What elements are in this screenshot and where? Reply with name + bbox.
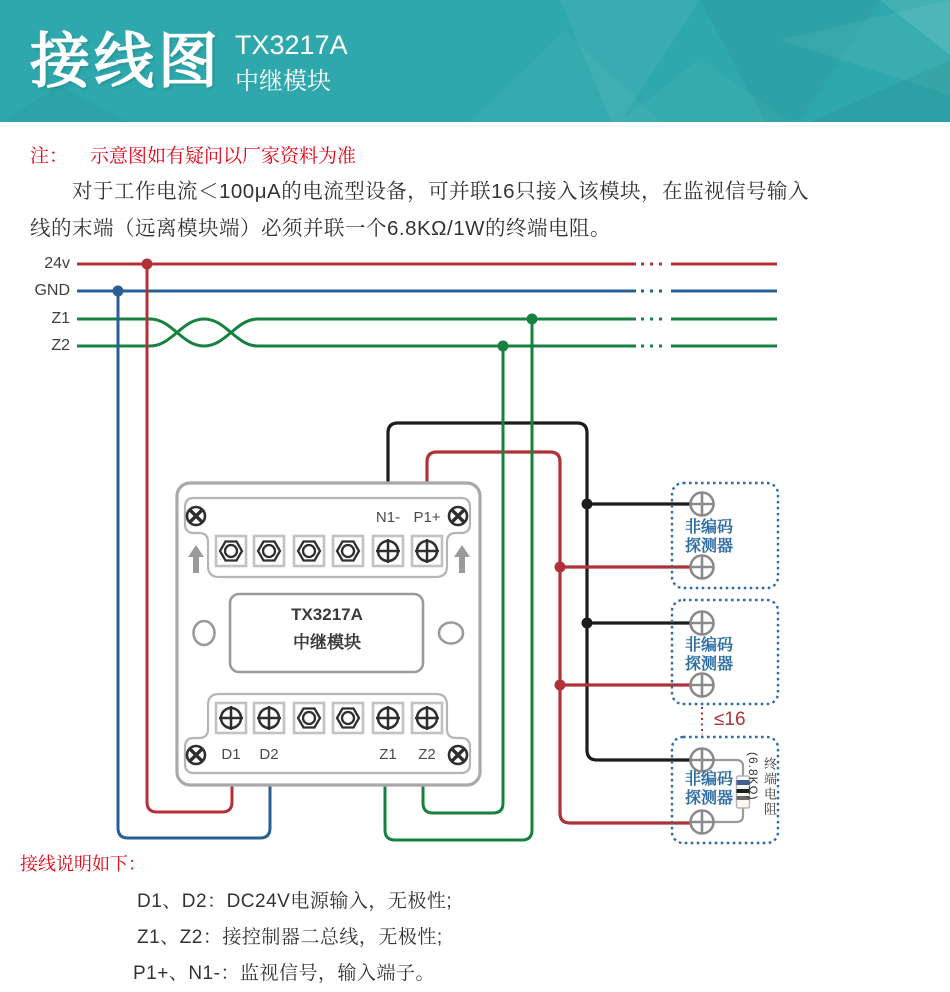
note-label: 注： (30, 146, 69, 167)
detector-count-note: ≤16 (714, 709, 746, 730)
note-text: 示意图如有疑问以厂家资料为准 (90, 146, 357, 167)
terminal-label-z2: Z2 (418, 746, 436, 763)
module-name-line2: 中继模块 (293, 633, 361, 652)
bus-label-z2: Z2 (51, 337, 70, 354)
legend-title: 接线说明如下： (20, 854, 146, 874)
detector3-label: 非编码 探测器 (684, 771, 733, 807)
bus-label-gnd: GND (34, 282, 70, 299)
junction-dot (555, 680, 566, 691)
detector1-label: 非编码 探测器 (684, 519, 733, 555)
junction-dot (555, 562, 566, 573)
junction-dot (582, 499, 593, 510)
terminal-label-d2: D2 (259, 746, 279, 763)
resistor-name-label: 终端电阻 (762, 757, 777, 817)
terminal-label-d1: D1 (221, 746, 241, 763)
description-line-1: 对于工作电流＜100μA的电流型设备，可并联16只接入该模块，在监视信号输入 (72, 180, 809, 203)
terminal-label-z1: Z1 (379, 746, 397, 763)
bus-wire-z2 (77, 319, 777, 346)
bus-label-24v: 24v (44, 255, 70, 272)
model-name: 中继模块 (235, 68, 331, 95)
bus-label-z1: Z1 (51, 310, 70, 327)
legend-item-d1d2: D1、D2：DC24V电源输入，无极性; (137, 891, 453, 912)
terminal-label-p1: P1+ (413, 509, 441, 526)
module-name-line1: TX3217A (291, 605, 363, 624)
detector2-label: 非编码 探测器 (684, 637, 733, 673)
junction-dot (582, 618, 593, 629)
legend-item-p1n1: P1+、N1-：监视信号，输入端子。 (133, 963, 435, 984)
mounting-hole (194, 621, 215, 645)
model-number: TX3217A (235, 30, 348, 60)
page-title: 接线图 (30, 28, 222, 95)
description-line-2: 线的末端（远离模块端）必须并联一个6.8KΩ/1W的终端电阻。 (30, 217, 611, 240)
mounting-hole (439, 623, 463, 644)
legend-item-z1z2: Z1、Z2：接控制器二总线，无极性; (137, 927, 443, 948)
resistor-value-label: (6.8KΩ) (746, 752, 760, 801)
terminal-label-n1: N1- (375, 509, 401, 526)
bus-wire-z1 (77, 319, 777, 346)
